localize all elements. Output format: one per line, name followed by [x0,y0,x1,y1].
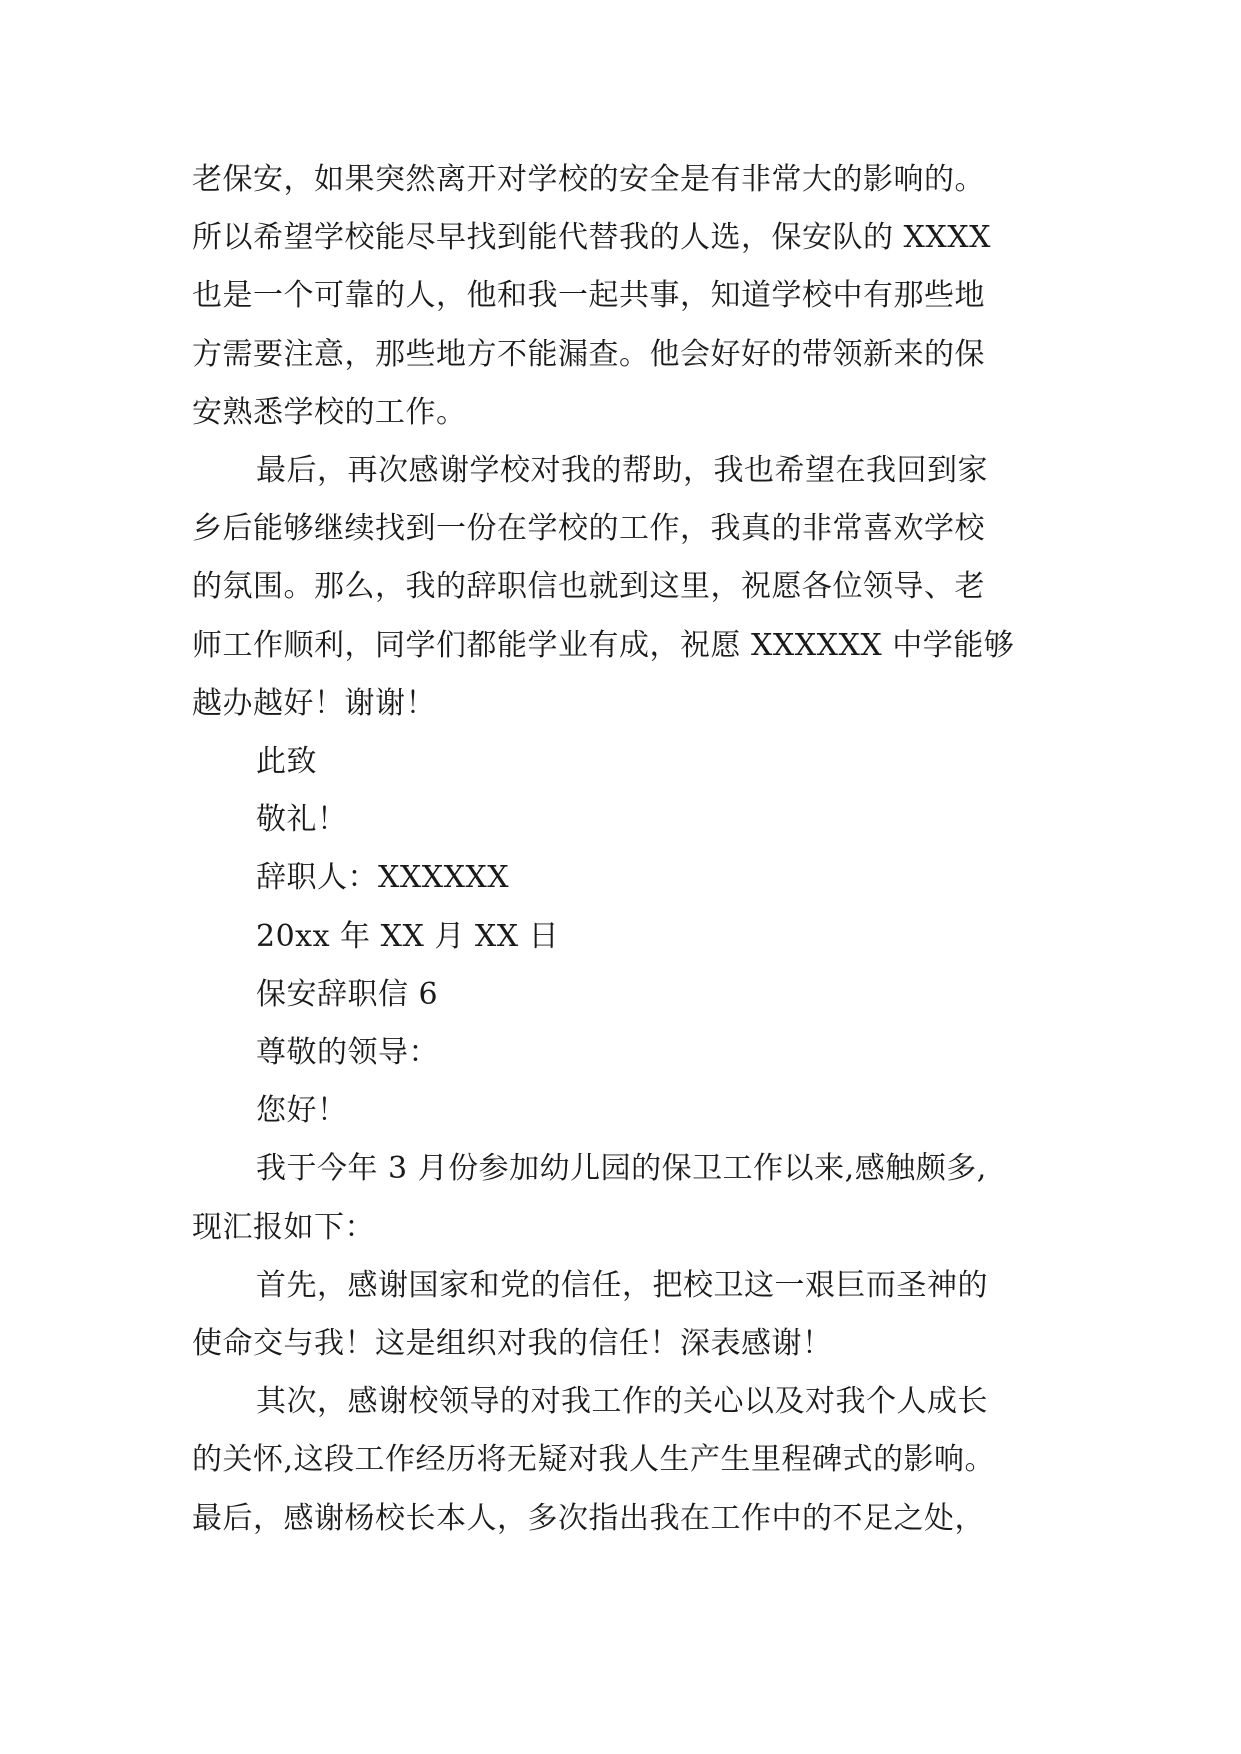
text-line: 我于今年 3 月份参加幼儿园的保卫工作以来,感触颇多, [256,1151,987,1186]
text-line: 师工作顺利，同学们都能学业有成，祝愿 XXXXXX 中学能够 [192,628,1015,663]
text-line: 所以希望学校能尽早找到能代替我的人选，保安队的 XXXX [192,220,991,255]
text-line: 其次，感谢校领导的对我工作的关心以及对我个人成长 [256,1384,988,1419]
text-line: 保安辞职信 6 [256,977,439,1012]
text-line: 使命交与我！这是组织对我的信任！深表感谢！ [192,1326,833,1361]
text-line: 老保安，如果突然离开对学校的安全是有非常大的影响的。 [192,162,985,197]
text-line: 敬礼！ [256,802,348,837]
text-line: 尊敬的领导： [256,1035,439,1070]
text-line: 方需要注意，那些地方不能漏查。他会好好的带领新来的保 [192,337,985,372]
text-line: 此致 [256,744,317,779]
text-line: 20xx 年 XX 月 XX 日 [256,919,560,954]
text-line: 越办越好！谢谢！ [192,686,436,721]
text-line: 乡后能够继续找到一份在学校的工作，我真的非常喜欢学校 [192,511,985,546]
text-line: 安熟悉学校的工作。 [192,395,467,430]
text-line: 首先，感谢国家和党的信任，把校卫这一艰巨而圣神的 [256,1268,988,1303]
text-line: 最后，再次感谢学校对我的帮助，我也希望在我回到家 [256,453,988,488]
text-line: 也是一个可靠的人，他和我一起共事，知道学校中有那些地 [192,278,985,313]
text-line: 最后，感谢杨校长本人，多次指出我在工作中的不足之处， [192,1501,985,1536]
text-line: 您好！ [256,1093,348,1128]
text-line: 辞职人：XXXXXX [256,860,510,895]
text-line: 的氛围。那么，我的辞职信也就到这里，祝愿各位领导、老 [192,569,985,604]
text-line: 的关怀,这段工作经历将无疑对我人生产生里程碑式的影响。 [192,1442,996,1477]
text-line: 现汇报如下： [192,1210,375,1245]
